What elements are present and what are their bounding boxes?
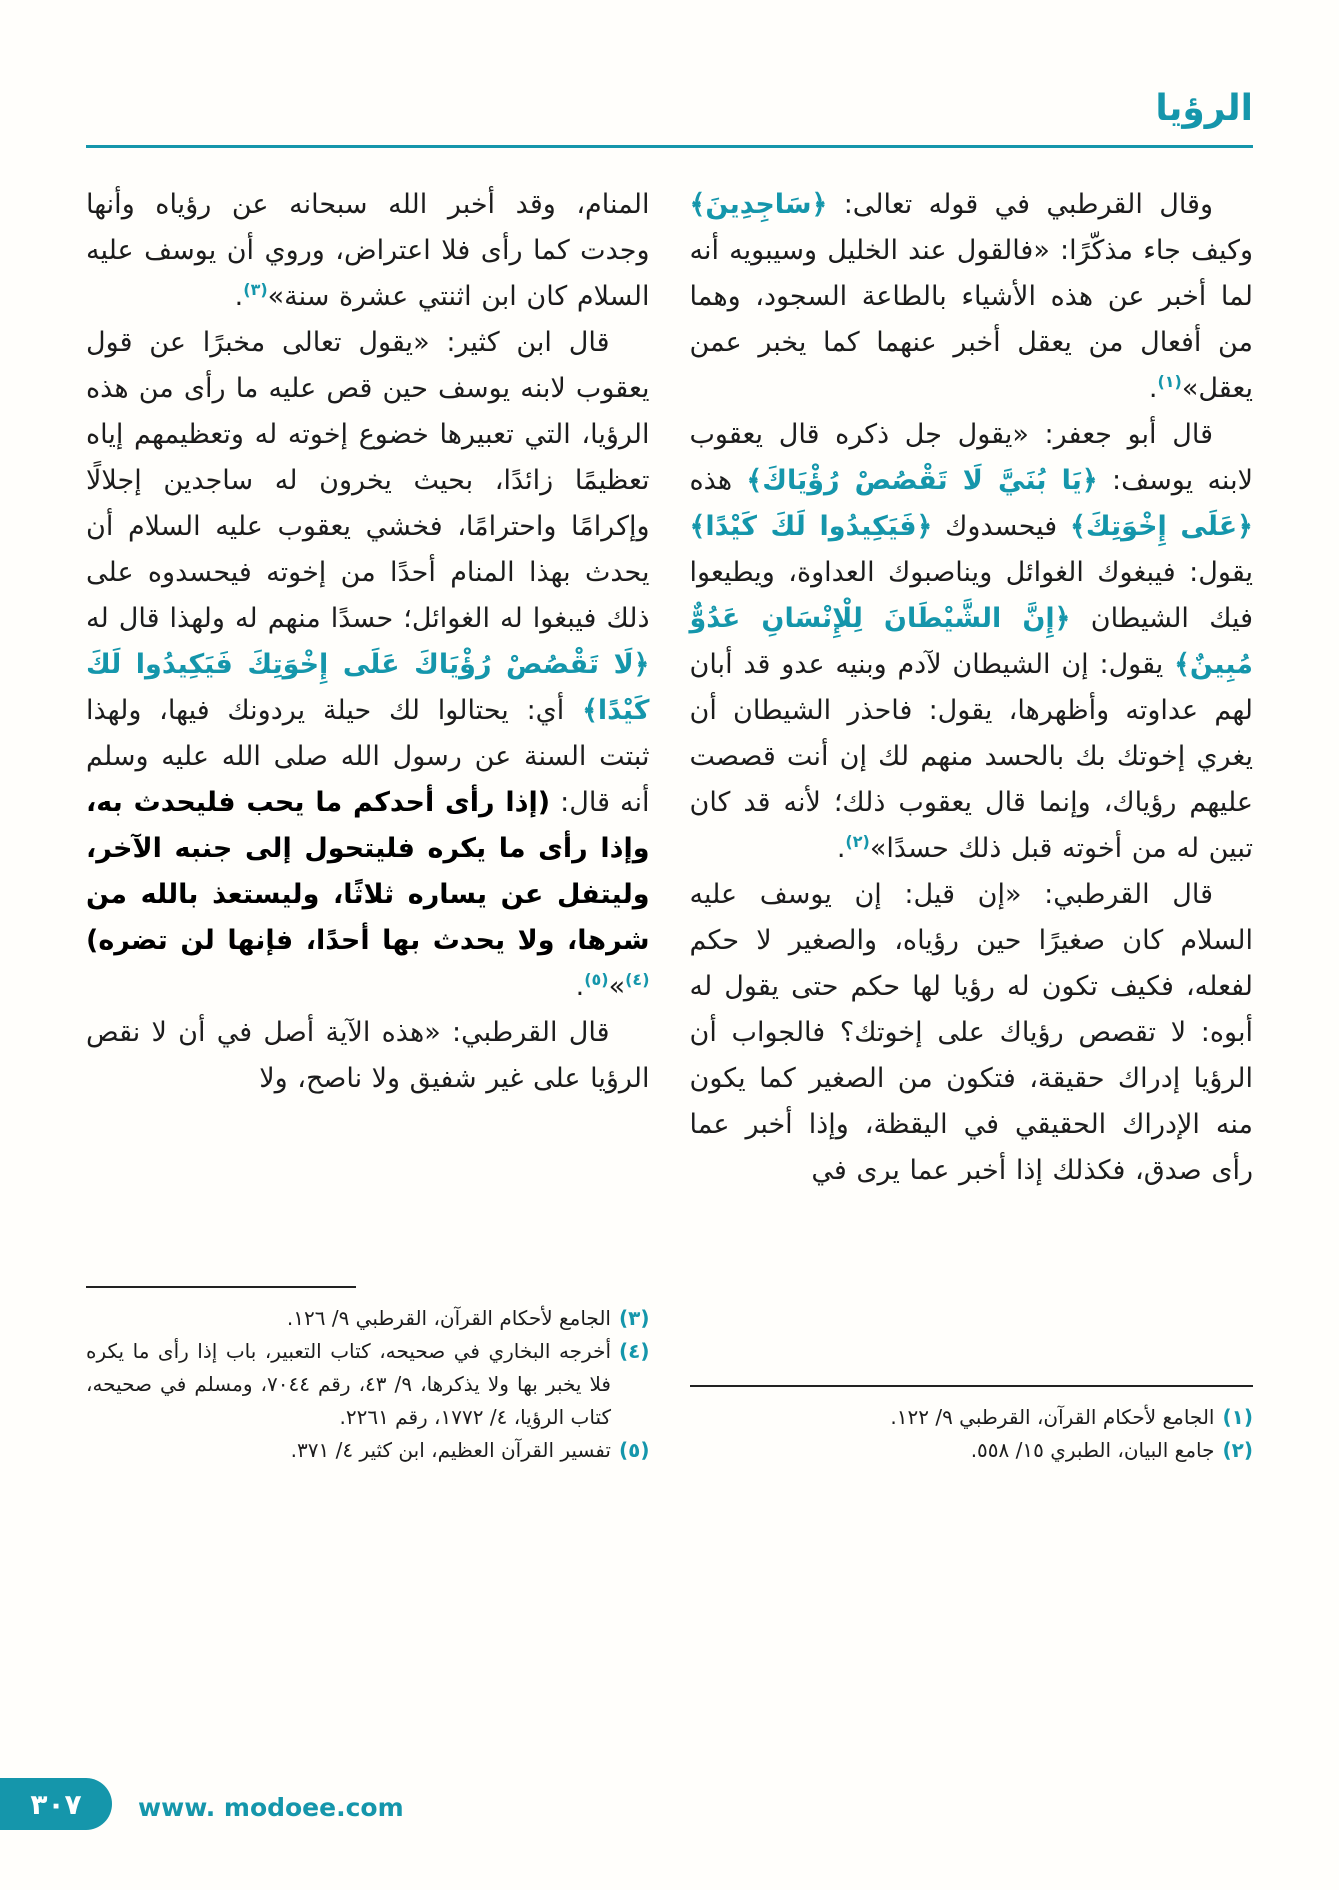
column-right-footnote-block bbox=[690, 1385, 1254, 1467]
paragraph bbox=[690, 872, 1254, 1194]
body-text: قال ابن كثير: «يقول تعالى مخبرًا عن قول يعقوب لابنه يوسف حين قص عليه ما رأى من هذه الرؤيا، التي تعبيرها خضوع إخوته له وتعظيمهم إياه تعظيمًا زائدًا، بحيث يخرون له ساجدين إجلالًا وإكرامًا واحترامًا، فخشي يعقوب عليه السلام أن يحدث بهذا المنام أحدًا من إخوته فيحسدوه على ذلك فيبغوا له الغوائل؛ حسدًا منهم له ولهذا قال له bbox=[86, 327, 650, 634]
footnote-separator bbox=[86, 1286, 356, 1288]
footnote-text: أخرجه البخاري في صحيحه، كتاب التعبير، باب إذا رأى ما يكره فلا يخبر بها ولا يذكرها، ٩/ ٤٣، رقم ٧٠٤٤، ومسلم في صحيحه، كتاب الرؤيا، ٤/ ١٧٧٢، رقم ٢٢٦١. bbox=[86, 1339, 611, 1429]
quran-verse: ﴿لَا تَقْصُصْ رُؤْيَاكَ عَلَى إِخْوَتِكَ فَيَكِيدُوا لَكَ كَيْدًا﴾ bbox=[86, 649, 650, 726]
paragraph bbox=[690, 182, 1254, 412]
hadith-text: (إذا رأى أحدكم ما يحب فليحدث به، وإذا رأى ما يكره فليتحول إلى جنبه الآخر، وليتفل عن يساره ثلاثًا، وليستعذ بالله من شرها، ولا يحدث بها أحدًا، فإنها لن تضره) bbox=[86, 787, 650, 956]
page-header bbox=[86, 88, 1253, 148]
footnote-marker: (١) bbox=[1157, 372, 1182, 391]
footnote-text: الجامع لأحكام القرآن، القرطبي ٩/ ١٢٦. bbox=[286, 1306, 611, 1330]
footnote bbox=[86, 1302, 650, 1335]
body-text: قال القرطبي: «إن قيل: إن يوسف عليه السلام كان صغيرًا حين رؤياه، والصغير لا حكم لفعله، فكيف تكون له رؤيا لها حكم حتى يقول له أبوه: لا تقصص رؤياك على إخوتك؟ فالجواب أن الرؤيا إدراك حقيقة، فتكون من الصغير كما يكون منه الإدراك الحقيقي في اليقظة، وإذا أخبر عما رأى صدق، فكذلك إذا أخبر عما يرى في bbox=[689, 879, 1253, 1186]
body-text: قال أبو جعفر: «يقول جل ذكره قال يعقوب لابنه يوسف: bbox=[689, 419, 1253, 496]
body-text: هذه bbox=[689, 465, 747, 496]
quran-verse: ﴿سَاجِدِينَ﴾ bbox=[689, 189, 828, 220]
footnote-marker: (٥) bbox=[584, 970, 609, 989]
quran-verse: ﴿فَيَكِيدُوا لَكَ كَيْدًا﴾ bbox=[689, 511, 933, 542]
body-text: يقول: فيبغوك الغوائل ويناصبوك العداوة، ويطيعوا فيك الشيطان bbox=[689, 557, 1254, 634]
column-right bbox=[690, 182, 1254, 1467]
footnote-number: (١) bbox=[1222, 1405, 1253, 1429]
body-text: » bbox=[608, 971, 626, 1002]
footnote-text: جامع البيان، الطبري ١٥/ ٥٥٨. bbox=[970, 1438, 1215, 1462]
column-right-paragraphs bbox=[690, 182, 1254, 1194]
footnote bbox=[86, 1335, 650, 1434]
footnote-marker: (٤) bbox=[625, 970, 650, 989]
quran-verse: ﴿إِنَّ الشَّيْطَانَ لِلْإِنْسَانِ عَدُوٌّ مُبِينٌ﴾ bbox=[689, 603, 1253, 680]
footnote bbox=[690, 1401, 1254, 1434]
footnote-separator bbox=[690, 1385, 1254, 1387]
footnote bbox=[690, 1434, 1254, 1467]
body-text: قال القرطبي: «هذه الآية أصل في أن لا نقص الرؤيا على غير شفيق ولا ناصح، ولا bbox=[86, 1017, 650, 1094]
quran-verse: ﴿عَلَى إِخْوَتِكَ﴾ bbox=[1070, 511, 1253, 542]
paragraph bbox=[690, 412, 1254, 872]
body-text: . bbox=[1148, 373, 1158, 404]
paragraph bbox=[86, 1010, 650, 1102]
text-columns bbox=[86, 182, 1253, 1467]
body-text: . bbox=[575, 971, 585, 1002]
quran-verse: ﴿يَا بُنَيَّ لَا تَقْصُصْ رُؤْيَاكَ﴾ bbox=[746, 465, 1098, 496]
footnote-marker: (٢) bbox=[845, 832, 870, 851]
column-left-footnotes bbox=[86, 1302, 650, 1467]
page-title: الرؤيا bbox=[1155, 88, 1253, 129]
paragraph bbox=[86, 182, 650, 320]
footnote-number: (٣) bbox=[619, 1306, 650, 1330]
body-text: أي: يحتالوا لك حيلة يردونك فيها، ولهذا ثبتت السنة عن رسول الله صلى الله عليه وسلم أنه قال: bbox=[86, 695, 650, 818]
footnote-number: (٤) bbox=[619, 1339, 650, 1363]
column-right-footnotes bbox=[690, 1401, 1254, 1467]
body-text: وكيف جاء مذكّرًا: «فالقول عند الخليل وسيبويه أنه لما أخبر عن هذه الأشياء بالطاعة السجود، وهما من أفعال من يعقل أخبر عنهما كما يخبر عمن يعقل» bbox=[689, 235, 1253, 404]
column-left-paragraphs bbox=[86, 182, 650, 1102]
page-number: ٣٠٧ bbox=[30, 1787, 82, 1821]
footnote-marker: (٣) bbox=[243, 280, 268, 299]
footnote-number: (٢) bbox=[1222, 1438, 1253, 1462]
website-text: www. modoee.com bbox=[138, 1793, 404, 1822]
body-text: المنام، وقد أخبر الله سبحانه عن رؤياه وأنها وجدت كما رأى فلا اعتراض، وروي أن يوسف عليه السلام كان ابن اثنتي عشرة سنة» bbox=[86, 189, 650, 312]
header-divider bbox=[86, 145, 1253, 148]
body-text: يقول: إن الشيطان لآدم وبنيه عدو قد أبان لهم عداوته وأظهرها، يقول: فاحذر الشيطان أن يغري إخوتك بك بالحسد منهم لك إن أنت قصصت عليهم رؤياك، وإنما قال يعقوب ذلك؛ لأنه قد كان تبين له من أخوته قبل ذلك حسدًا» bbox=[689, 649, 1253, 864]
footnote bbox=[86, 1434, 650, 1467]
body-text: وقال القرطبي في قوله تعالى: bbox=[827, 189, 1213, 220]
column-left-footnote-block bbox=[86, 1286, 650, 1467]
body-text: فيحسدوك bbox=[932, 511, 1071, 542]
footnote-number: (٥) bbox=[619, 1438, 650, 1462]
paragraph bbox=[86, 320, 650, 1010]
body-text: . bbox=[836, 833, 846, 864]
footnote-text: تفسير القرآن العظيم، ابن كثير ٤/ ٣٧١. bbox=[290, 1438, 611, 1462]
footnote-text: الجامع لأحكام القرآن، القرطبي ٩/ ١٢٢. bbox=[890, 1405, 1215, 1429]
page-number-badge bbox=[0, 1778, 112, 1830]
body-text: . bbox=[234, 281, 244, 312]
column-left bbox=[86, 182, 650, 1467]
